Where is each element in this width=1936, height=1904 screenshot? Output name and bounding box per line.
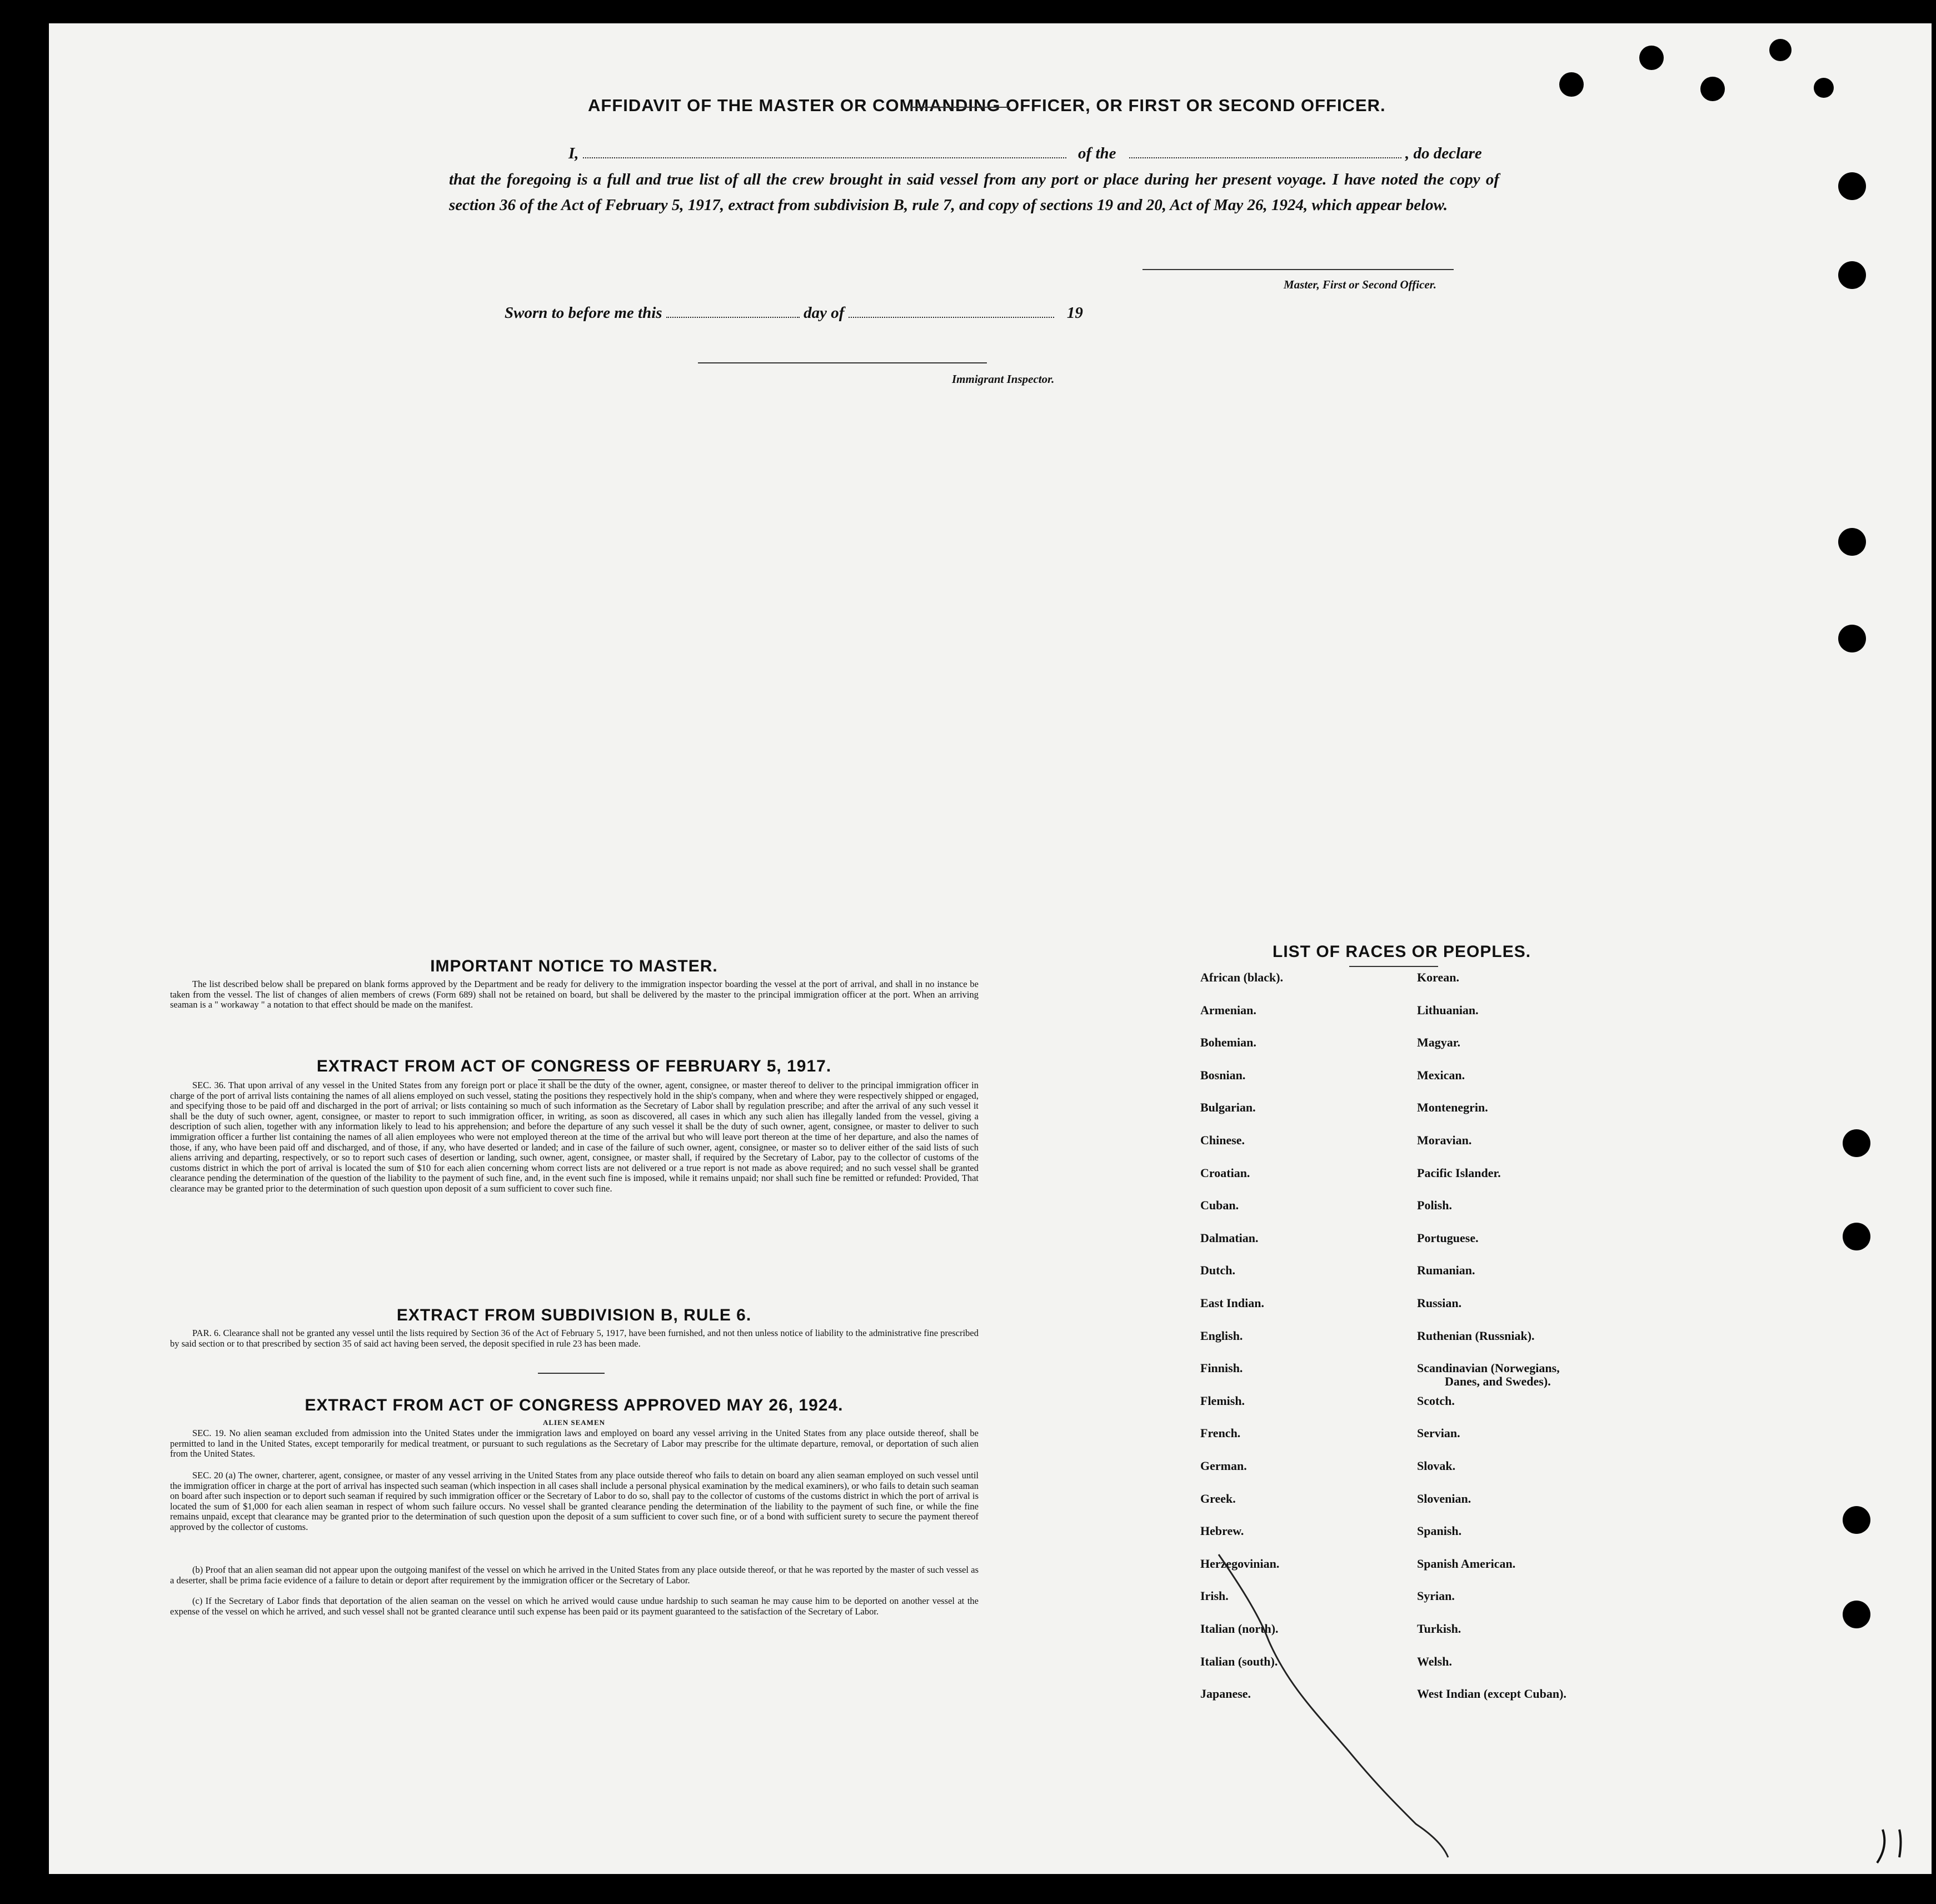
pen-scratch-marks [49,23,1932,1874]
race-item: Magyar. [1417,1035,1461,1050]
race-item: Spanish American. [1417,1556,1516,1571]
race-item: Ruthenian (Russniak). [1417,1328,1535,1343]
race-item: Syrian. [1417,1589,1455,1603]
inspector-label: Immigrant Inspector. [952,372,1055,386]
extract-1924-subtitle: ALIEN SEAMEN [542,1418,606,1427]
extract-1924-title: EXTRACT FROM ACT OF CONGRESS APPROVED MAY 26, 1924. [305,1396,844,1414]
race-item: West Indian (except Cuban). [1417,1687,1566,1701]
extract-1924-sec20a: SEC. 20 (a) The owner, charterer, agent, consignee, or master of any vessel arriving in the United States from any place outside thereof who fails to detain on board any alien seaman employed on such vessel until the immigration officer in charge at the port of arrival has inspected such seaman (which inspection in all cases shall include a personal physical examination by the medical examiners), or who fails to detain such seaman on board after such inspection or to deport such seaman if required by such immigration officer or the Secretary of Labor to do so, shall pay to the collector of customs of the customs district in which the port of arrival is located the sum of $1,000 for each alien seaman in respect of whom such failure occurs. No vessel shall be granted clearance pending the determination of the liability to the payment of such fine, or while the fine remains unpaid, except that clearance may be granted prior to the determination of such question upon the deposit of a sum sufficient to cover such fine, or of a bond with sufficient surety to secure the payment thereof approved by the collector of customs. [170,1470,979,1532]
race-item: Chinese. [1200,1133,1245,1147]
race-item: Lithuanian. [1417,1003,1479,1017]
race-item: Dalmatian. [1200,1230,1259,1245]
race-item: Finnish. [1200,1361,1243,1375]
races-title: LIST OF RACES OR PEOPLES. [1273,943,1531,961]
pen-stroke [1219,1554,1448,1857]
race-item: African (black). [1200,970,1284,984]
race-item: German. [1200,1459,1247,1473]
race-item: Scandinavian (Norwegians, [1417,1361,1560,1375]
race-item: Turkish. [1417,1622,1461,1636]
race-item: Italian (north). [1200,1622,1279,1636]
race-item: English. [1200,1328,1243,1343]
subdivision-b-title: EXTRACT FROM SUBDIVISION B, RULE 6. [396,1306,752,1324]
subdivision-b-body: PAR. 6. Clearance shall not be granted any vessel until the lists required by Section 36 of the Act of February 5, 1917, have been furnished, and not then unless notice of liability to the administrative fine prescribed by said section or to that prescribed by section 35 of said act having been served, the deposit specified in rule 23 has been made. [170,1328,979,1349]
race-item: Portuguese. [1417,1230,1479,1245]
race-item: Russian. [1417,1296,1462,1310]
affidavit-body: that the foregoing is a full and true list of all the crew brought in said vessel from any port or place during her present voyage. I have noted the copy of section 36 of the Act of February 5, 1917, extract from subdivision B, rule 7, and copy of sections 19 and 20, Act of May 26, 1924, which appear below. [449,171,1499,214]
signature-label: Master, First or Second Officer. [1284,278,1436,291]
race-item: Scotch. [1417,1393,1455,1408]
race-item: Irish. [1200,1589,1229,1603]
race-item: Cuban. [1200,1198,1239,1213]
race-item: Slovak. [1417,1459,1456,1473]
race-item: Hebrew. [1200,1524,1244,1538]
race-item: Japanese. [1200,1687,1251,1701]
extract-1924-sec20c: (c) If the Secretary of Labor finds that deportation of the alien seaman on the vessel on which he arrived would cause undue hardship to such seaman he may cause him to be deported on another vessel at the expense of the vessel on which he arrived, and such vessel shall not be granted clearance until such expense has been paid or its payment guaranteed to the satisfaction of the Secretary of Labor. [170,1596,979,1617]
race-item: Italian (south). [1200,1654,1278,1668]
sworn-prefix: Sworn to before me this [505,304,662,322]
form-page [49,23,1932,1874]
extract-1917-body: SEC. 36. That upon arrival of any vessel in the United States from any foreign port or place it shall be the duty of the owner, agent, consignee, or master thereof to deliver to the principal immigration officer in charge of the port of arrival lists containing the names of all aliens employed on such vessel, stating the positions they respectively hold in the ship's company, when and where they were respectively shipped or engaged, and specifying those to be paid off and discharged in the port of arrival; or lists containing so much of such information as the Secretary of Labor shall by regulation prescribe; and after the arrival of any such vessel it shall be the duty of such owner, agent, consignee, or master to report to such immigration officer, in writing, as soon as discovered, all cases in which any such alien has illegally landed from the vessel, giving a description of such alien, together with any information likely to lead to his apprehension; and before the departure of any such vessel it shall be the duty of such owner, agent, consignee, or master to deliver to such immigration officer a further list containing the names of all alien employees who were not employed thereon at the time of the arrival but who will leave port thereon at the time of her departure, and also the names of those, if any, who have been paid off and discharged, and of those, if any, who have deserted or landed; and in case of the failure of such owner, agent, consignee, or master so to deliver either of the said lists of such aliens arriving and departing, respectively, or so to report such cases of desertion or landing, such owner, agent, consignee, or master shall, if required by the Secretary of Labor, pay to the collector of customs of the customs district in which the port of arrival is located the sum of $10 for each alien concerning whom correct lists are not delivered or a true report is not made as above required; and no such vessel shall be granted clearance pending the determination of the question of the liability to the payment of such fine, and, in the event such fine is imposed, while it remains unpaid; nor shall such fine be remitted or refunded: Provided, That clearance may be granted prior to the determination of such question upon deposit of a sum sufficient to cover such fine. [170,1080,979,1194]
race-item: French. [1200,1426,1241,1441]
notice-title: IMPORTANT NOTICE TO MASTER. [430,957,718,975]
declaration-of-the: of the [1078,144,1116,162]
race-item: East Indian. [1200,1296,1264,1310]
race-item: Greek. [1200,1491,1236,1506]
race-item: Rumanian. [1417,1263,1475,1278]
declaration-i: I, [568,144,579,162]
race-item: Slovenian. [1417,1491,1471,1506]
declaration-do-declare: , do declare [1405,144,1482,162]
race-item: Montenegrin. [1417,1100,1488,1115]
race-item: Servian. [1417,1426,1460,1441]
race-item: Danes, and Swedes). [1445,1374,1551,1389]
race-item: Welsh. [1417,1654,1452,1668]
race-item: Armenian. [1200,1003,1256,1017]
race-item: Mexican. [1417,1068,1465,1082]
race-item: Pacific Islander. [1417,1165,1501,1180]
extract-1917-title: EXTRACT FROM ACT OF CONGRESS OF FEBRUARY 5, 1917. [316,1057,832,1075]
race-item: Polish. [1417,1198,1452,1213]
race-item: Croatian. [1200,1165,1250,1180]
sworn-year: 19 [1066,304,1083,322]
race-item: Korean. [1417,970,1459,984]
extract-1924-sec20b: (b) Proof that an alien seaman did not appear upon the outgoing manifest of the vessel on which he arrived in the United States from any place outside thereof, or that he was reported by the master of such vessel as a deserter, shall be prima facie evidence of a failure to detain or deport after requirement by the immigration officer or the Secretary of Labor. [170,1564,979,1586]
extract-1924-sec19: SEC. 19. No alien seaman excluded from admission into the United States under the immigration laws and employed on board any vessel arriving in the United States from any place outside thereof, shall be permitted to land in the United States, except temporarily for medical treatment, or pursuant to such regulations as the Secretary of Labor may prescribe for the ultimate departure, removal, or deportation of such alien from the United States. [170,1428,979,1459]
page-number-mark [1877,1830,1901,1863]
race-item: Bohemian. [1200,1035,1256,1050]
notice-body: The list described below shall be prepared on blank forms approved by the Department and be ready for delivery to the immigration inspector boarding the vessel at the port of arrival, and shall in no instance be taken from the vessel. The list of changes of alien members of crews (Form 689) shall not be retained on board, but shall be delivered by the master to the principal immigration officer at the port. When an arriving seaman is a " workaway " a notation to that effect should be made on the manifest. [170,979,979,1010]
race-item: Herzegovinian. [1200,1556,1280,1571]
race-item: Spanish. [1417,1524,1462,1538]
race-item: Bulgarian. [1200,1100,1256,1115]
race-item: Bosnian. [1200,1068,1246,1082]
race-item: Flemish. [1200,1393,1245,1408]
race-item: Dutch. [1200,1263,1235,1278]
affidavit-title: AFFIDAVIT OF THE MASTER OR COMMANDING OFFICER, OR FIRST OR SECOND OFFICER. [588,96,1386,115]
sworn-day: day of [804,304,845,322]
race-item: Moravian. [1417,1133,1472,1147]
